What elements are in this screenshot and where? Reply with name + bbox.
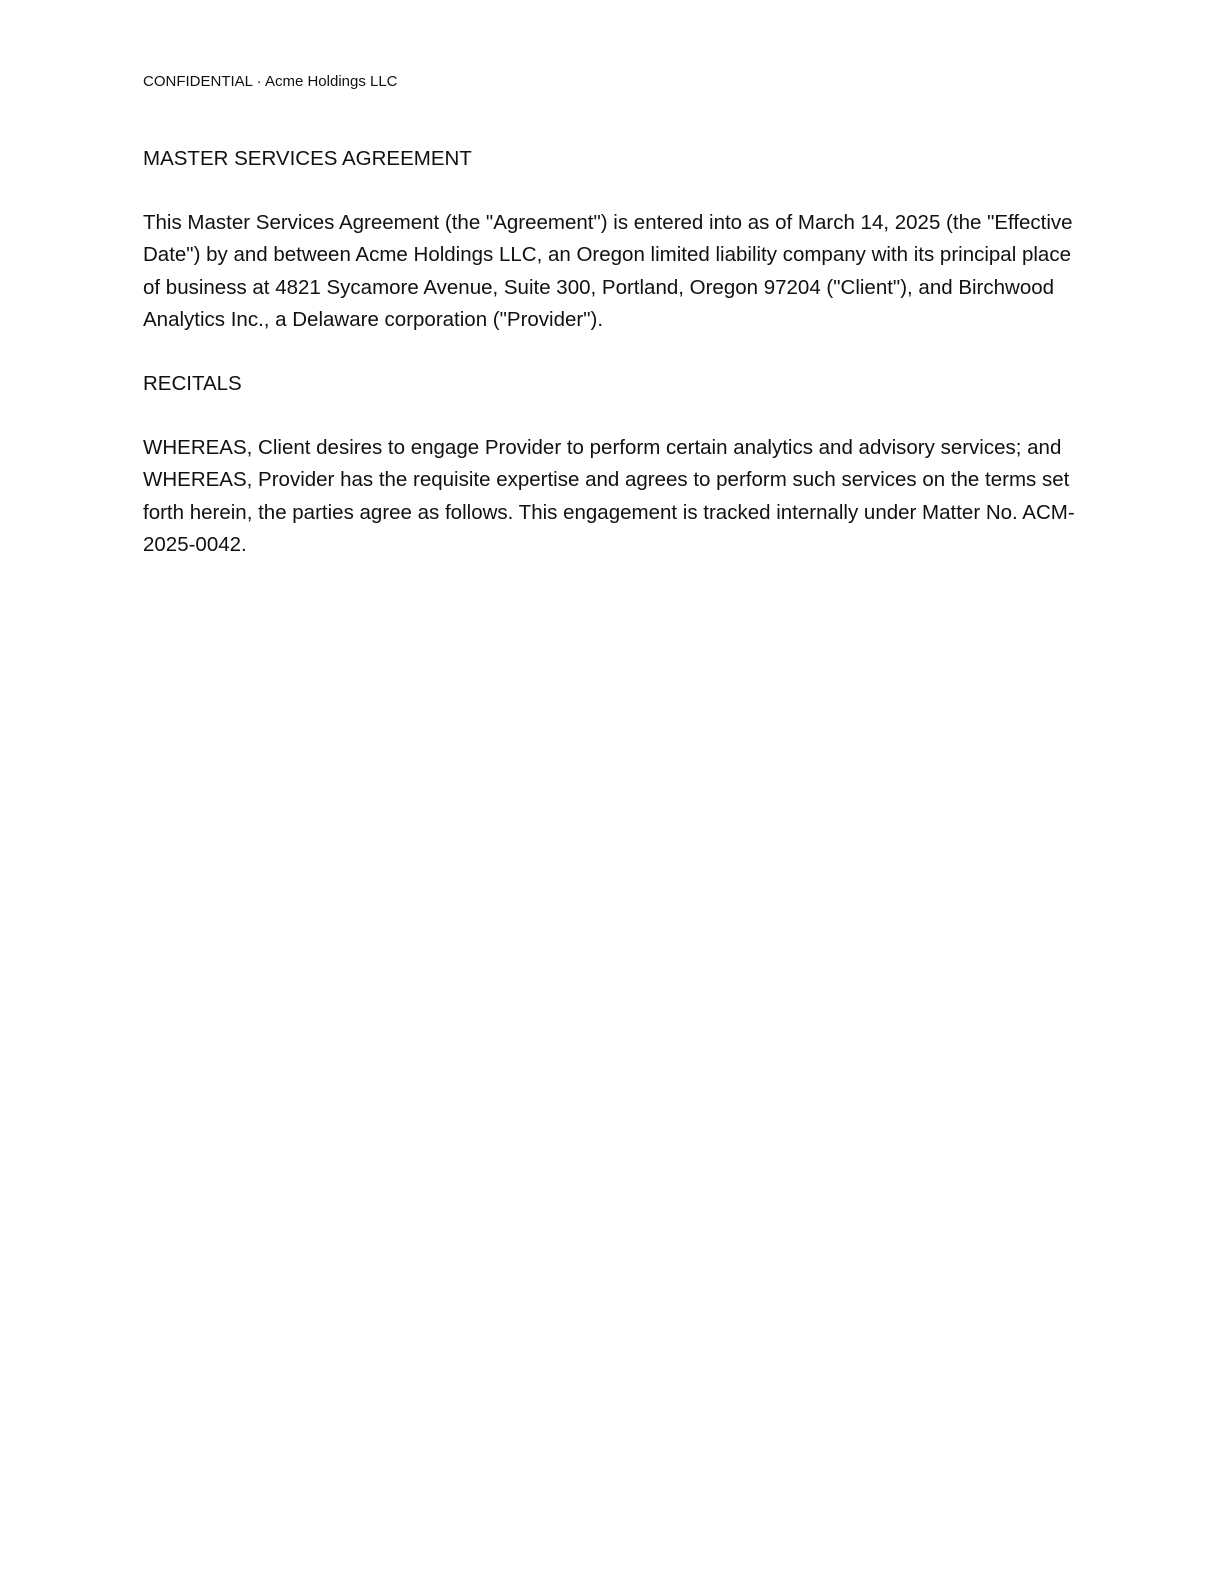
- confidential-header: CONFIDENTIAL · Acme Holdings LLC: [143, 73, 398, 90]
- intro-paragraph: This Master Services Agreement (the "Agreement") is entered into as of March 14, 2025 (the "Effective Date") by and between Acme Holdings LLC, an Oregon limited liability company with its principal place of business at 4821 Sycamore Avenue, Suite 300, Portland, Oregon 97204 ("Client"), and Birchwood Analytics Inc., a Delaware corporation ("Provider").: [143, 211, 1073, 331]
- recitals-paragraph: WHEREAS, Client desires to engage Provider to perform certain analytics and advisory services; and WHEREAS, Provider has the requisite expertise and agrees to perform such services on the terms set forth herein, the parties agree as follows. This engagement is tracked internally under Matter No. ACM-2025-0042.: [143, 436, 1075, 556]
- document-title: MASTER SERVICES AGREEMENT: [143, 147, 472, 170]
- recitals-heading: RECITALS: [143, 372, 242, 395]
